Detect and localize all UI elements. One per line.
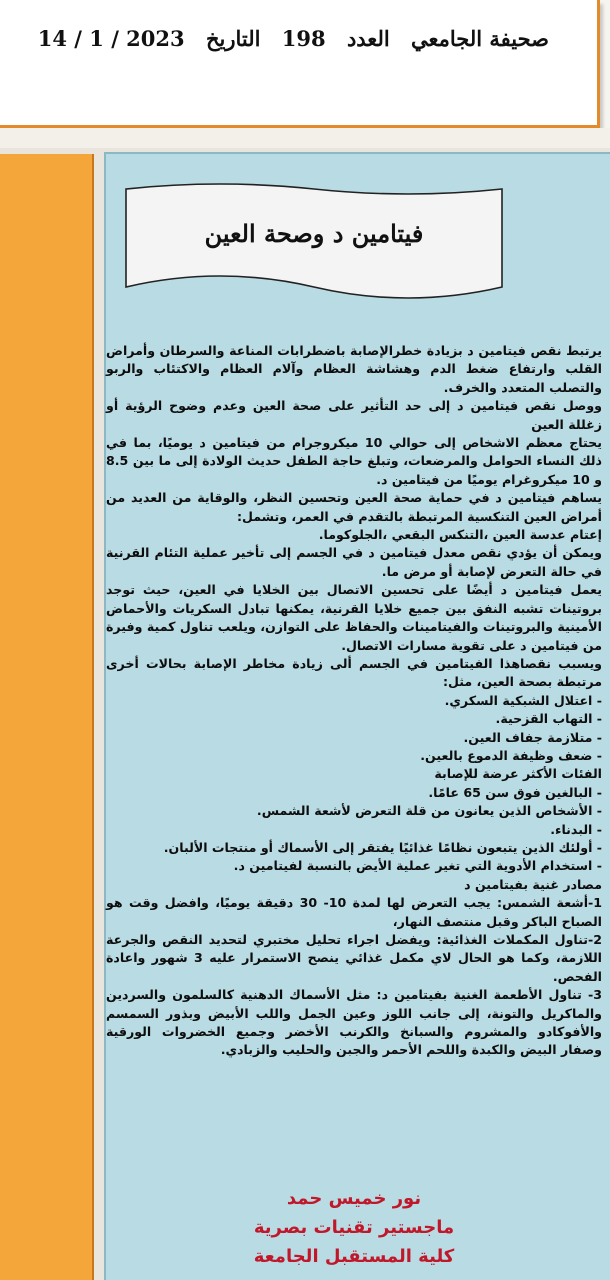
issue-number: 198 — [281, 26, 326, 51]
side-column-line — [2, 907, 94, 927]
side-column-line — [2, 631, 94, 651]
article-paragraph: الفئات الأكثر عرضة للإصابة — [434, 766, 602, 782]
side-column-line — [2, 1163, 94, 1183]
side-column-line — [2, 414, 94, 434]
side-column-line — [2, 690, 94, 710]
article-paragraph: ويسبب نقصاهذا الفيتامين في الجسم ألى زيادة مخاطر الإصابة بحالات أخرى مرتبطة بصحة العين، مثل: — [106, 655, 602, 690]
side-column-line — [2, 946, 94, 966]
article-paragraph: - أولئك الذين يتبعون نظامًا غذائيًا يفتقر إلى الأسماك أو منتجات الألبان. — [163, 839, 602, 855]
article-paragraph: - التهاب القزحية. — [495, 711, 602, 727]
side-column-line — [2, 1005, 94, 1025]
article-paragraph: - اعتلال الشبكية السكري. — [444, 692, 602, 708]
author-signature — [106, 1184, 602, 1271]
article-paragraph: يساهم فيتامين د في حماية صحة العين وتحسين النظر، والوقاية من العديد من أمراض العين التنكسية المرتبطة بالتقدم في العمر، وتشمل: — [106, 490, 602, 524]
article-paragraph: - البدناء. — [550, 821, 602, 837]
side-column-line — [2, 611, 94, 631]
side-column-line — [2, 316, 94, 336]
masthead — [38, 26, 549, 51]
article-paragraph: - متلازمة جفاف العين. — [463, 729, 602, 745]
side-column-line — [2, 749, 94, 769]
article-paragraph: - استخدام الأدوية التي تغير عملية الأيض بالنسبة لفيتامين د. — [233, 858, 602, 874]
article-paragraph: - ضعف وظيفة الدموع بالعين. — [420, 747, 602, 763]
side-column-line — [2, 276, 94, 296]
side-column-line — [2, 828, 94, 848]
newspaper-header — [0, 0, 610, 130]
side-column-line — [2, 158, 94, 178]
side-column-line — [2, 1123, 94, 1143]
side-column-line — [2, 1084, 94, 1104]
side-column-line — [2, 966, 94, 986]
author-college: كلية المستقبل الجامعة — [253, 1246, 455, 1267]
side-column-line — [2, 572, 94, 592]
side-column-line — [2, 217, 94, 237]
side-column-text — [2, 158, 94, 1183]
side-column-line — [2, 513, 94, 533]
article-title: فيتامين د وصحة العين — [204, 219, 424, 248]
side-column-line — [2, 197, 94, 217]
side-column-line — [2, 296, 94, 316]
side-column-line — [2, 769, 94, 789]
side-column-line — [2, 375, 94, 395]
side-column-line — [2, 493, 94, 513]
side-column-line — [2, 1143, 94, 1163]
side-column-line — [2, 670, 94, 690]
side-column-line — [2, 257, 94, 277]
side-column-line — [2, 454, 94, 474]
side-column-line — [2, 552, 94, 572]
issue-date: 14 / 1 / 2023 — [37, 26, 185, 51]
newspaper-name: صحيفة الجامعي — [411, 26, 549, 51]
header-box — [0, 0, 600, 128]
side-column-line — [2, 867, 94, 887]
side-column-line — [2, 591, 94, 611]
title-banner — [120, 183, 508, 311]
side-column-line — [2, 394, 94, 414]
author-name: نور خميس حمد — [286, 1188, 422, 1209]
side-column-line — [2, 237, 94, 257]
side-column-line — [2, 532, 94, 552]
article-paragraph: 1-أشعة الشمس: يجب التعرض لها لمدة 10- 30 دقيقة يوميًا، وافضل وقت هو الصباح الباكر وقبل منتصف النهار، — [106, 895, 602, 929]
side-column-line — [2, 789, 94, 809]
article-paragraph: يحتاج معظم الاشخاص إلى حوالي 10 ميكروجرام من فيتامين د يوميًا، بما في ذلك النساء الحوامل والمرضعات، وتبلغ حاجة الطفل حديث الولادة إلى ما بين 8.5 و 10 ميكروغرام يوميًا من فيتامين د. — [106, 435, 602, 487]
side-column — [0, 154, 94, 1280]
side-column-line — [2, 729, 94, 749]
header-spacer — [0, 128, 610, 148]
article-paragraph: يعمل فيتامين د أيضًا على تحسين الاتصال بين الخلايا في العين، حيث توجد بروتينات تشبه النفق بين جميع خلايا القرنية، يمكنها تبادل السكريات والأحماض الأمينية والبروتينات والفيتامينات والحفاظ على التوازن، ويلعب تناول كمية وفيرة من فيتامين د على تقوية مسارات الاتصال. — [106, 582, 602, 653]
article-body — [106, 342, 602, 1060]
article-paragraph: مصادر غنية بفيتامين د — [464, 876, 602, 892]
article-paragraph: 3- تناول الأطعمة الغنية بفيتامين د: مثل الأسماك الدهنية كالسلمون والسردين والماكريل والتونة، إلى جانب اللوز وعين الجمل واللب الأبيض وبذور السمسم والأفوكادو والمشروم والسبانخ والكرنب الأخضر وجميع الخضروات الورقية وصفار البيض والكبدة واللحم الأحمر والجبن والحليب والزبادي. — [106, 987, 602, 1058]
article-paragraph: - الأشخاص الذين يعانون من قلة التعرض لأشعة الشمس. — [256, 803, 602, 819]
side-column-line — [2, 1104, 94, 1124]
side-column-line — [2, 808, 94, 828]
article-paragraph: - البالغين فوق سن 65 عامًا. — [428, 784, 602, 800]
issue-label: العدد — [346, 26, 390, 51]
side-column-line — [2, 848, 94, 868]
side-column-line — [2, 926, 94, 946]
article-paragraph: يرتبط نقص فيتامين د بزيادة خطرالإصابة باضطرابات المناعة والسرطان وأمراض القلب وارتفاع ضغط الدم وهشاشة العظام وآلام العظام والاكتئاب والربو والتصلب المتعدد والخرف. — [106, 343, 602, 395]
side-column-line — [2, 887, 94, 907]
side-column-line — [2, 651, 94, 671]
side-column-line — [2, 1064, 94, 1084]
side-column-line — [2, 178, 94, 198]
article-paragraph: ويمكن أن يؤدي نقص معدل فيتامين د في الجسم إلى تأخير عملية التئام القرنية في حالة التعرض لإصابة أو مرض ما. — [106, 545, 602, 579]
side-column-line — [2, 986, 94, 1006]
side-column-line — [2, 335, 94, 355]
side-column-line — [2, 473, 94, 493]
side-column-line — [2, 355, 94, 375]
author-degree: ماجستير تقنيات بصرية — [253, 1217, 455, 1238]
date-label: التاريخ — [205, 26, 261, 51]
side-column-line — [2, 710, 94, 730]
article-paragraph: 2-تناول المكملات الغذائية: ويفضل اجراء تحليل مختبري لتحديد النقص والجرعة اللازمة، وكما هو الحال لاي مكمل غذائي ينصح الاستمرار عليه 3 شهور واعادة الفحص. — [106, 932, 602, 984]
article-paragraph: ووصل نقص فيتامين د إلى حد التأثير على صحة العين وعدم وضوح الرؤية أو زغللة العين — [106, 398, 602, 432]
side-column-line — [2, 1045, 94, 1065]
article-paragraph: إعتام عدسة العين ،التنكس البقعي ،الجلوكوما. — [318, 527, 602, 543]
side-column-line — [2, 1025, 94, 1045]
side-column-line — [2, 434, 94, 454]
